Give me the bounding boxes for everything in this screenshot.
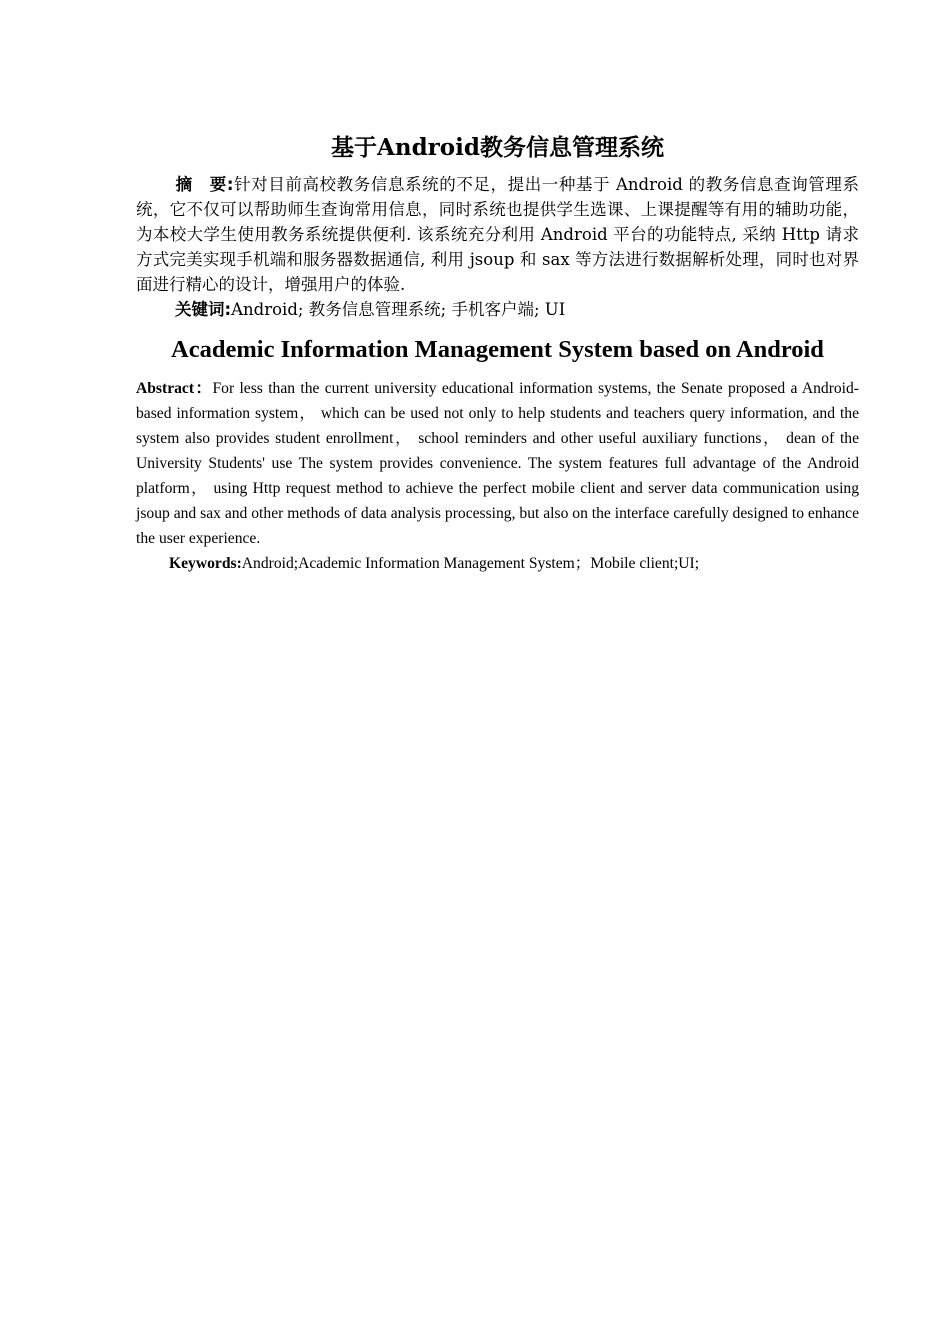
- english-title: Academic Information Management System based on Android: [171, 336, 824, 363]
- english-abstract-label: Abstract：: [136, 380, 213, 397]
- english-abstract-text: For less than the current university educational information systems, the Senate proposed a Android-based information system， which can be used not only to help students and teachers query information, and the system also provides student enrollment， school reminders and other useful auxiliary functions， dean of the University Students' use The system provides convenience. The system features full advantage of the Android platform， using Http request method to achieve the perfect mobile client and server data communication using jsoup and sax and other methods of data analysis processing, but also on the interface carefully designed to enhance the user experience.: [136, 380, 860, 547]
- chinese-keywords: [136, 297, 859, 322]
- english-keywords-label: Keywords:: [169, 555, 242, 572]
- english-abstract: [136, 376, 859, 551]
- chinese-title: 基于Android教务信息管理系统: [331, 134, 664, 161]
- english-keywords: [136, 551, 859, 576]
- english-keywords-text: Android;Academic Information Management System；Mobile client;UI;: [241, 555, 700, 572]
- chinese-keywords-text: Android; 教务信息管理系统; 手机客户端; UI: [231, 300, 566, 319]
- chinese-abstract-text: 针对目前高校教务信息系统的不足，提出一种基于 Android 的教务信息查询管理系统，它不仅可以帮助师生查询常用信息，同时系统也提供学生选课、上课提醒等有用的辅助功能，为本校大学生使用教务系统提供便利. 该系统充分利用 Android 平台的功能特点, 采纳 Http 请求方式完美实现手机端和服务器数据通信, 利用 jsoup 和 sax 等方法进行数据解析处理，同时也对界面进行精心的设计，增强用户的体验.: [136, 175, 859, 294]
- chinese-abstract-label: 摘 要:: [175, 175, 234, 194]
- chinese-abstract: [136, 172, 859, 297]
- document-page: [136, 128, 859, 576]
- chinese-keywords-label: 关键词:: [175, 300, 232, 319]
